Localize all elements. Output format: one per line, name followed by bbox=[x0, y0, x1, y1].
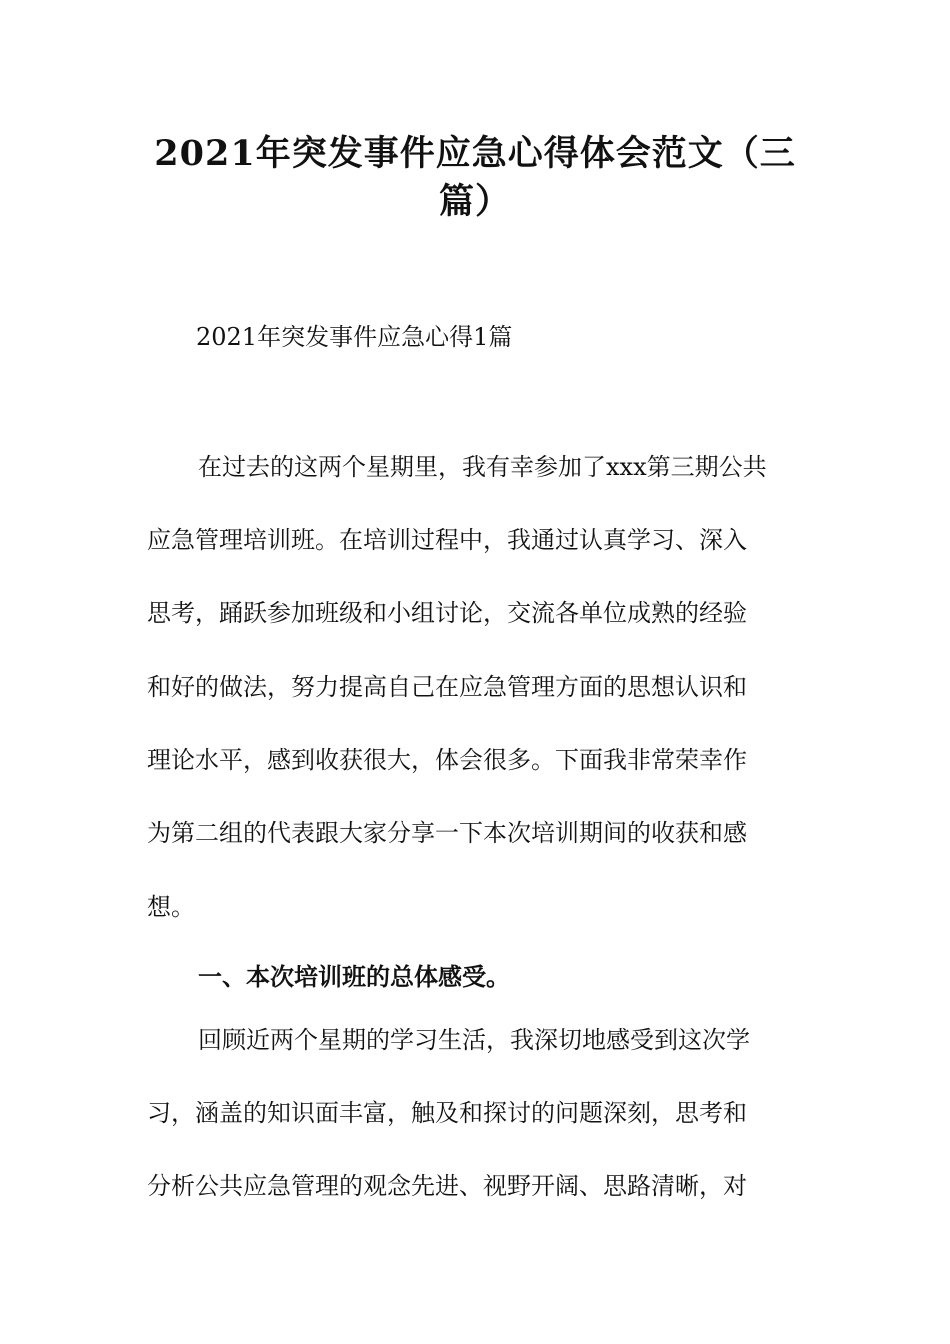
document-title-line-2: 篇） bbox=[438, 181, 511, 222]
paragraph-1-line-1: 在过去的这两个星期里，我有幸参加了xxx第三期公共 bbox=[198, 453, 767, 481]
paragraph-1-line-5: 理论水平，感到收获很大，体会很多。下面我非常荣幸作 bbox=[147, 746, 747, 774]
paragraph-1-line-6: 为第二组的代表跟大家分享一下本次培训期间的收获和感 bbox=[147, 819, 747, 847]
paragraph-1-line-4: 和好的做法，努力提高自己在应急管理方面的思想认识和 bbox=[147, 673, 747, 701]
section-1-heading: 一、本次培训班的总体感受。 bbox=[198, 962, 510, 991]
paragraph-2-line-1: 回顾近两个星期的学习生活，我深切地感受到这次学 bbox=[198, 1026, 750, 1054]
article-subtitle: 2021年突发事件应急心得1篇 bbox=[196, 323, 513, 351]
paragraph-1-line-2: 应急管理培训班。在培训过程中，我通过认真学习、深入 bbox=[147, 526, 747, 554]
paragraph-1-line-3: 思考，踊跃参加班级和小组讨论，交流各单位成熟的经验 bbox=[147, 599, 747, 627]
document-title-line-1: 2021年突发事件应急心得体会范文（三 bbox=[154, 133, 796, 174]
paragraph-1-line-7: 想。 bbox=[147, 893, 195, 921]
paragraph-2-line-2: 习，涵盖的知识面丰富，触及和探讨的问题深刻，思考和 bbox=[147, 1099, 747, 1127]
paragraph-2-line-3: 分析公共应急管理的观念先进、视野开阔、思路清晰，对 bbox=[147, 1172, 747, 1200]
